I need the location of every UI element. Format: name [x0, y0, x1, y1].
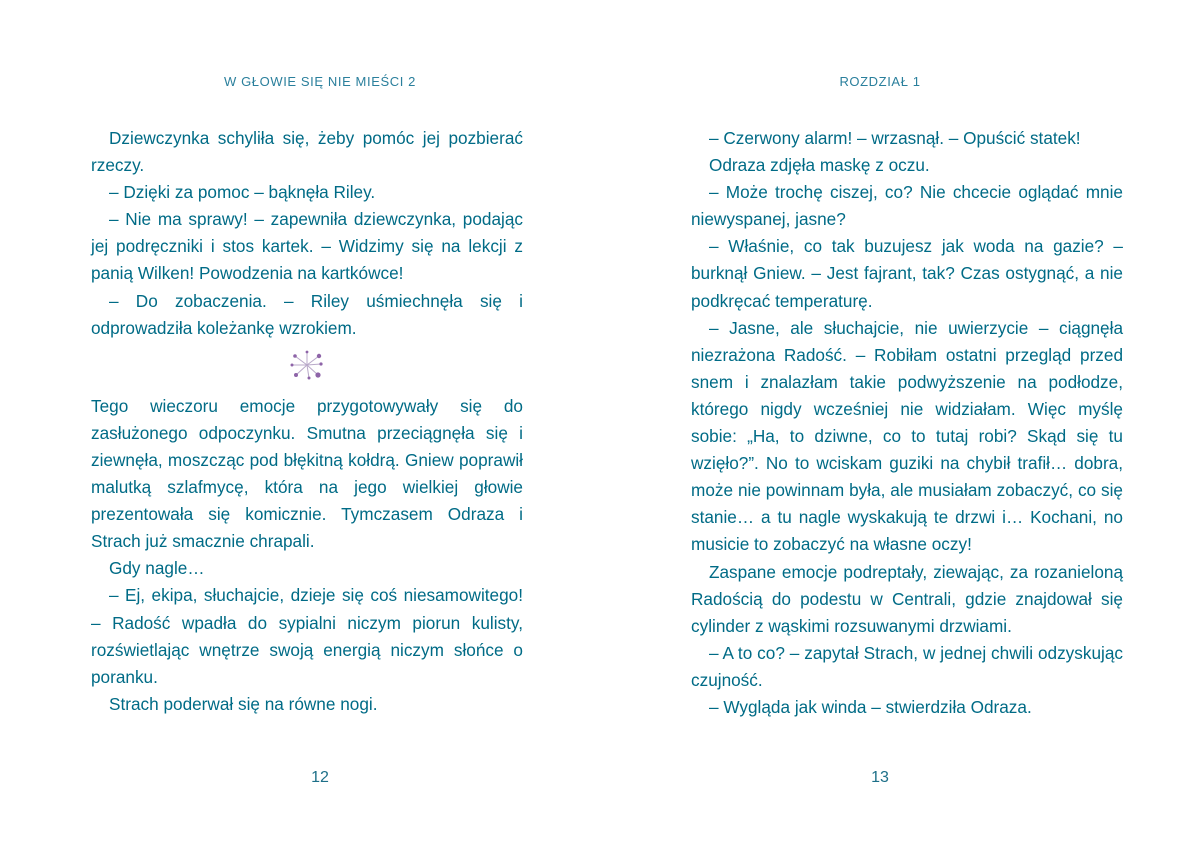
paragraph: Zaspane emocje podreptały, ziewając, za rozanieloną Radością do podestu w Centrali, gdzie znajdował się cylinder z wąskimi rozsuwanymi drzwiami. — [691, 561, 1123, 636]
page-number-left: 12 — [311, 769, 329, 786]
right-text-block — [691, 125, 1123, 721]
paragraph: Strach poderwał się na równe nogi. — [109, 693, 378, 714]
paragraph: Dziewczynka schyliła się, żeby pomóc jej pozbierać rzeczy. — [91, 128, 523, 176]
paragraph: Gdy nagle… — [109, 558, 205, 579]
paragraph: – Może trochę ciszej, co? Nie chcecie oglądać mnie niewyspanej, jasne? — [691, 182, 1123, 230]
paragraph: – Dzięki za pomoc – bąknęła Riley. — [109, 182, 376, 203]
paragraph: – Właśnie, co tak buzujesz jak woda na gazie? – burknął Gniew. – Jest fajrant, tak? Czas ostygnąć, a nie podkręcać temperaturę. — [691, 236, 1123, 311]
paragraph: – Jasne, ale słuchajcie, nie uwierzycie – ciągnęła niezrażona Radość. – Robiłam ostatni przegląd przed snem i znalazłam takie podwyższenie na podłodze, którego nigdy wcześniej nie widziałam. Więc myślę sobie: „Ha, to dziwne, co to tutaj robi? Skąd się tu wzięło?”. No to wciskam guziki na chybił trafił… dobra, może nie powinnam była, ale musiałam zobaczyć, co się stanie… a tu nagle wyskakują te drzwi i… Kochani, no musicie to zobaczyć na własne oczy! — [691, 317, 1123, 555]
paragraph: – Czerwony alarm! – wrzasnął. – Opuścić statek! — [709, 128, 1081, 148]
paragraph: – Ej, ekipa, słuchajcie, dzieje się coś niesamowitego! – Radość wpadła do sypialni niczym piorun kulisty, rozświetlając wnętrze swoją energią niczym słońce o poranku. — [91, 585, 523, 687]
paragraph: – Wygląda jak winda – stwierdziła Odraza. — [709, 696, 1032, 717]
page-number-right: 13 — [871, 769, 889, 786]
paragraph: Tego wieczoru emocje przygotowywały się do zasłużonego odpoczynku. Smutna przeciągnęła się i ziewnęła, moszcząc pod błękitną kołdrą. Gniew poprawił malutką szlafmycę, która na jego wielkiej głowie prezentowała się komicznie. Tymczasem Odraza i Strach już smacznie chrapali. — [91, 395, 523, 552]
paragraph: – A to co? – zapytał Strach, w jednej chwili odzyskując czujność. — [691, 642, 1123, 690]
paragraph: – Do zobaczenia. – Riley uśmiechnęła się i odprowadziła koleżankę wzrokiem. — [91, 290, 523, 338]
sparkle-burst-icon — [287, 348, 327, 382]
section-break — [91, 348, 523, 393]
paragraph: – Nie ma sprawy! – zapewniła dziewczynka, podając jej podręczniki i stos kartek. – Widzimy się na lekcji z panią Wilken! Powodzenia na kartkówce! — [91, 209, 523, 284]
right-page — [600, 0, 1200, 848]
left-text-block — [91, 125, 523, 718]
paragraph: Odraza zdjęła maskę z oczu. — [709, 155, 930, 176]
running-head-left: W GŁOWIE SIĘ NIE MIEŚCI 2 — [224, 74, 416, 89]
running-head-right: ROZDZIAŁ 1 — [839, 74, 921, 89]
